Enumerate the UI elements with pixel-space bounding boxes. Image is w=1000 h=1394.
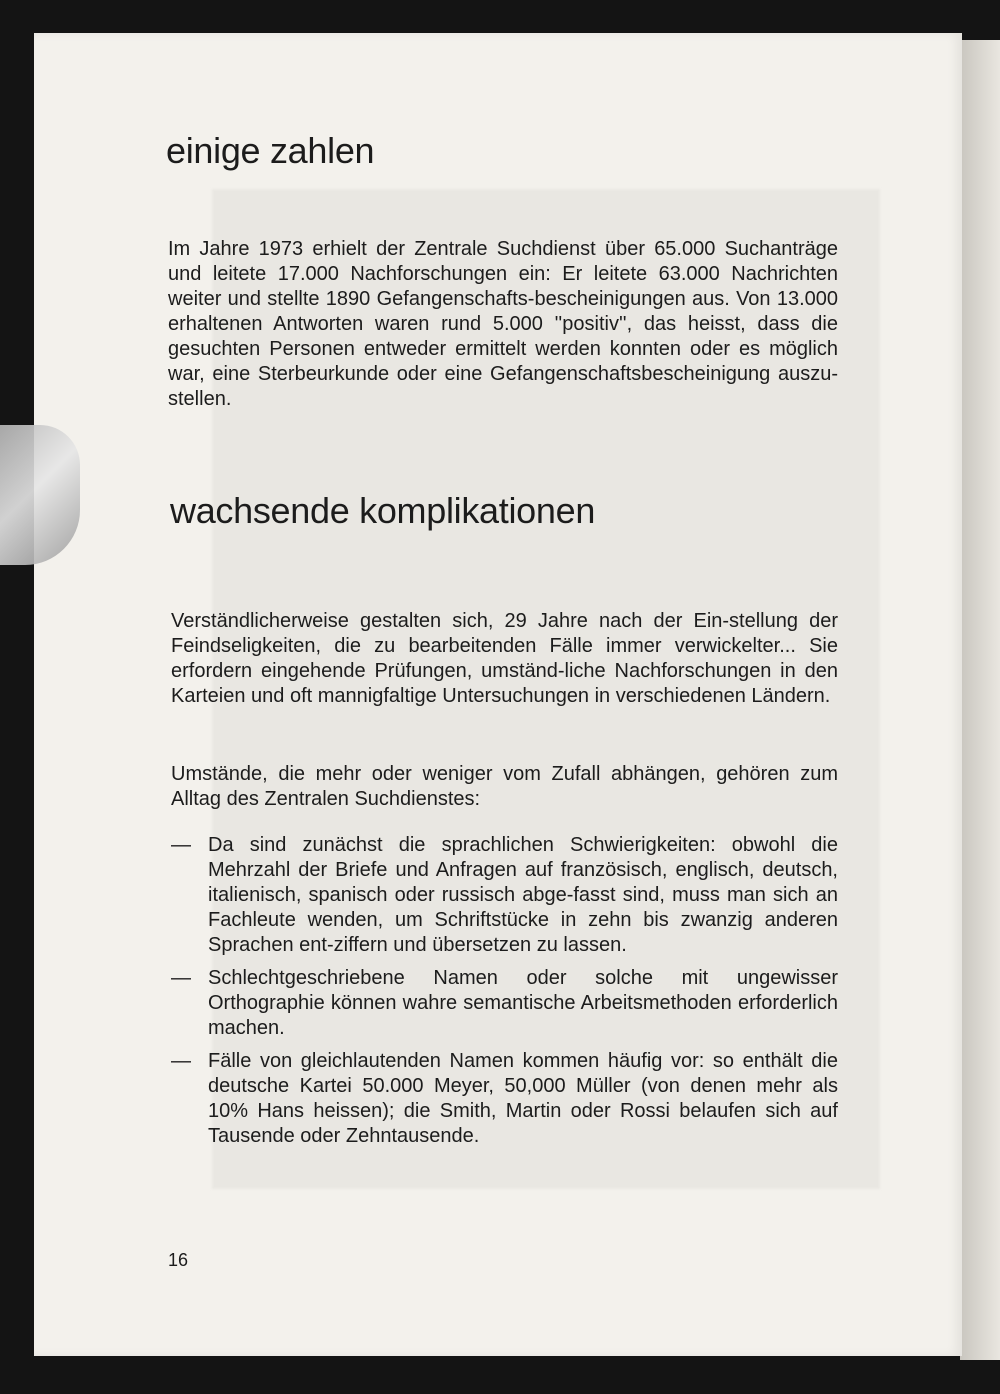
- page-number: 16: [168, 1250, 189, 1270]
- bullet-text: Da sind zunächst die sprachlichen Schwierigkeiten: obwohl die Mehrzahl der Briefe und Anfragen auf französisch, englisch, deutsch, italienisch, spanisch oder russisch abge-fasst sind, muss man sich an Fachleute wenden, um Schriftstücke in zehn bis zwanzig anderen Sprachen ent-ziffern und übersetzen zu lassen.: [208, 834, 838, 956]
- bullet-dash: —: [171, 834, 191, 856]
- bullet-dash: —: [171, 1050, 191, 1072]
- paragraph-statistics: Im Jahre 1973 erhielt der Zentrale Suchdienst über 65.000 Suchanträge und leitete 17.000 Nachforschungen ein: Er leitete 63.000 Nachrichten weiter und stellte 1890 Gefangenschafts-bescheinigungen aus. Von 13.000 erhaltenen Antworten waren rund 5.000 ''positiv'', das heisst, dass die gesuchten Personen entweder ermittelt werden konnten oder es möglich war, eine Sterbeurkunde oder eine Gefangenschaftsbescheinigung auszu-stellen.: [168, 238, 838, 410]
- paragraph-complications: Verständlicherweise gestalten sich, 29 Jahre nach der Ein-stellung der Feindseligkeiten, die zu bearbeitenden Fälle immer verwickelter... Sie erfordern eingehende Prüfungen, umständ-liche Nachforschungen in den Karteien und oft mannigfaltige Untersuchungen in verschiedenen Ländern.: [171, 610, 838, 707]
- bullet-dash: —: [171, 967, 191, 989]
- list-item: [171, 1049, 838, 1149]
- adjacent-page-edge: [960, 40, 1000, 1360]
- heading-wachsende-komplikationen: wachsende komplikationen: [170, 490, 596, 531]
- page-clip: [0, 425, 80, 565]
- list-item: [171, 833, 838, 958]
- bullet-text: Schlechtgeschriebene Namen oder solche mit ungewisser Orthographie können wahre semantische Arbeitsmethoden erforderlich machen.: [208, 967, 838, 1039]
- bullet-text: Fälle von gleichlautenden Namen kommen häufig vor: so enthält die deutsche Kartei 50.000 Meyer, 50,000 Müller (von denen mehr als 10% Hans heissen); die Smith, Martin oder Rossi belaufen sich auf Tausende oder Zehntausende.: [208, 1050, 838, 1147]
- bullet-list: [171, 833, 838, 1157]
- list-item: [171, 966, 838, 1041]
- heading-einige-zahlen: einige zahlen: [166, 130, 375, 171]
- paragraph-circumstances: Umstände, die mehr oder weniger vom Zufall abhängen, gehören zum Alltag des Zentralen Suchdienstes:: [171, 763, 838, 810]
